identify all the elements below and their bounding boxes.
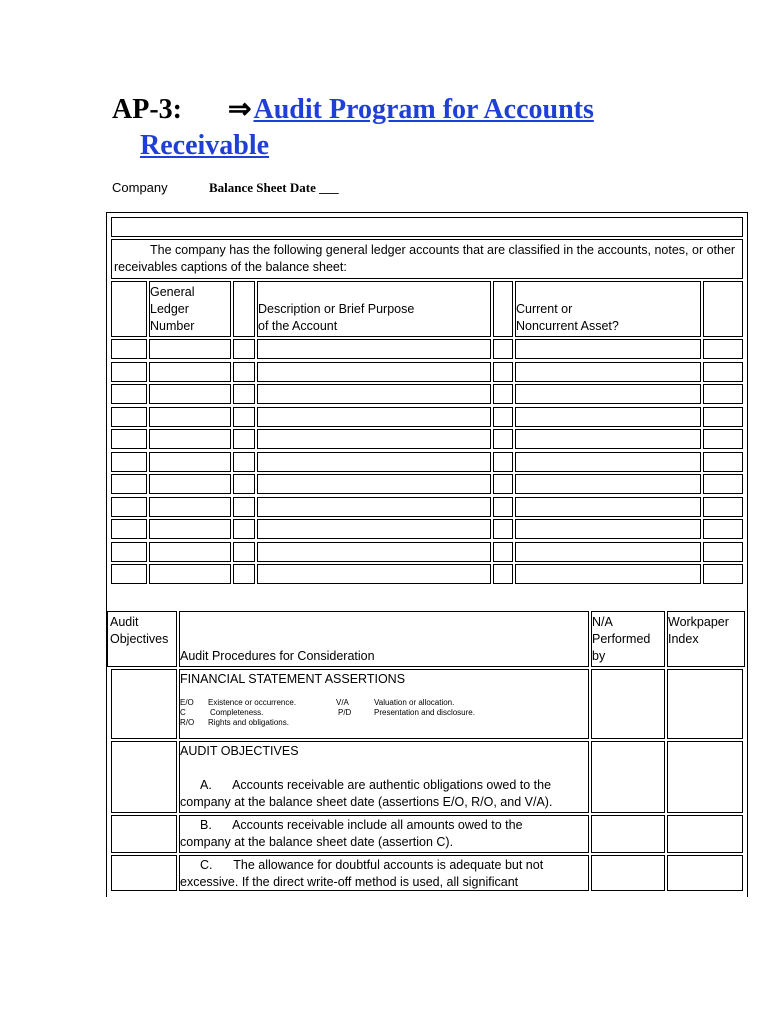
obj-b-content-cell	[179, 815, 589, 853]
ledger-header-current	[515, 281, 701, 337]
objectives-label-1: Audit	[110, 615, 139, 629]
page-title	[112, 92, 732, 128]
row-description	[257, 429, 491, 449]
row-blank-4	[703, 542, 743, 562]
objective-c-line1	[180, 857, 588, 874]
ledger-header-gl	[149, 281, 231, 337]
objective-b-text1: Accounts receivable include all amounts owed to the	[232, 818, 523, 832]
intro-text: The company has the following general ledger accounts that are classified in the accounts, notes, or other receivables captions of the balance sheet:	[114, 243, 736, 274]
row-blank-2	[233, 497, 255, 517]
fsa-objectives-cell	[111, 669, 177, 739]
row-description	[257, 339, 491, 359]
row-blank-1	[111, 519, 147, 539]
row-gl-number	[149, 474, 231, 494]
row-blank-3	[493, 407, 513, 427]
objective-c-text2: excessive. If the direct write-off method is used, all significant	[180, 875, 519, 889]
row-blank-4	[703, 474, 743, 494]
row-blank-3	[493, 519, 513, 539]
row-blank-1	[111, 407, 147, 427]
fsa-heading: FINANCIAL STATEMENT ASSERTIONS	[180, 672, 406, 686]
row-current	[515, 497, 701, 517]
row-blank-3	[493, 452, 513, 472]
ledger-header-blank-1	[111, 281, 147, 337]
row-blank-1	[111, 474, 147, 494]
audit-program-table	[106, 212, 748, 897]
row-current	[515, 519, 701, 539]
proc-header-workpaper	[667, 611, 745, 667]
assertion-row-1	[180, 698, 588, 708]
proc-header-na	[591, 611, 665, 667]
row-blank-1	[111, 339, 147, 359]
row-description	[257, 452, 491, 472]
intro-cell	[111, 239, 743, 279]
objective-c-letter: C.	[200, 858, 213, 872]
assertion-text: Completeness.	[210, 708, 264, 717]
obj-b-objectives-cell	[111, 815, 177, 853]
row-blank-4	[703, 429, 743, 449]
row-blank-4	[703, 564, 743, 584]
row-description	[257, 497, 491, 517]
row-gl-number	[149, 452, 231, 472]
obj-a-na-cell	[591, 741, 665, 813]
row-blank-4	[703, 339, 743, 359]
row-current	[515, 474, 701, 494]
obj-a-content-cell	[179, 741, 589, 813]
balance-sheet-date-label: Balance Sheet Date	[209, 180, 316, 195]
assertion-code: E/O	[180, 698, 194, 707]
objective-a-text2: company at the balance sheet date (assertions E/O, R/O, and V/A).	[180, 795, 553, 809]
row-blank-3	[493, 542, 513, 562]
fsa-na-cell	[591, 669, 665, 739]
row-gl-number	[149, 339, 231, 359]
obj-b-workpaper-cell	[667, 815, 743, 853]
row-gl-number	[149, 497, 231, 517]
desc-label-2: of the Account	[258, 319, 338, 333]
assertion-row-2	[180, 708, 588, 718]
row-blank-4	[703, 407, 743, 427]
row-description	[257, 474, 491, 494]
obj-c-na-cell	[591, 855, 665, 891]
meta-line	[112, 180, 339, 196]
obj-b-na-cell	[591, 815, 665, 853]
objectives-label-2: Objectives	[110, 632, 169, 646]
objective-b-letter: B.	[200, 818, 212, 832]
assertion-code: R/O	[180, 718, 195, 727]
assertion-code: C	[180, 708, 186, 717]
gl-label-2: Ledger	[150, 302, 189, 316]
row-gl-number	[149, 407, 231, 427]
document-code: AP-3:	[112, 94, 182, 125]
row-blank-4	[703, 452, 743, 472]
row-current	[515, 384, 701, 404]
row-gl-number	[149, 564, 231, 584]
assertion-code: P/D	[338, 708, 352, 717]
row-description	[257, 564, 491, 584]
objective-b-line1	[180, 817, 588, 834]
na-label-1: N/A	[592, 615, 613, 629]
assertion-text: Presentation and disclosure.	[374, 708, 475, 717]
row-blank-1	[111, 384, 147, 404]
current-label-1: Current or	[516, 302, 573, 316]
assertion-code: V/A	[336, 698, 349, 707]
row-blank-2	[233, 384, 255, 404]
current-label-2: Noncurrent Asset?	[516, 319, 619, 333]
title-link-continued[interactable]: Receivable	[140, 130, 270, 161]
row-blank-1	[111, 542, 147, 562]
obj-a-objectives-cell	[111, 741, 177, 813]
row-blank-3	[493, 564, 513, 584]
row-blank-4	[703, 362, 743, 382]
page-title-line2	[140, 128, 269, 164]
gl-label-3: Number	[150, 319, 195, 333]
assertion-text: Existence or occurrence.	[208, 698, 297, 707]
row-description	[257, 407, 491, 427]
row-blank-4	[703, 519, 743, 539]
row-blank-4	[703, 384, 743, 404]
row-blank-1	[111, 564, 147, 584]
obj-c-workpaper-cell	[667, 855, 743, 891]
procedures-label: Audit Procedures for Consideration	[180, 649, 375, 663]
row-current	[515, 339, 701, 359]
row-blank-4	[703, 497, 743, 517]
row-description	[257, 384, 491, 404]
ledger-header-blank-3	[493, 281, 513, 337]
row-gl-number	[149, 429, 231, 449]
row-blank-2	[233, 542, 255, 562]
proc-header-procedures	[179, 611, 589, 667]
objective-a-line1	[180, 777, 588, 794]
row-blank-3	[493, 429, 513, 449]
row-blank-1	[111, 452, 147, 472]
obj-c-content-cell	[179, 855, 589, 891]
fsa-content-cell	[179, 669, 589, 739]
row-blank-2	[233, 452, 255, 472]
arrow-icon: ⇒	[228, 94, 252, 125]
objective-a-text1: Accounts receivable are authentic obligations owed to the	[232, 778, 552, 792]
table-banner	[111, 217, 743, 237]
row-gl-number	[149, 542, 231, 562]
row-current	[515, 407, 701, 427]
row-current	[515, 362, 701, 382]
row-current	[515, 429, 701, 449]
row-blank-2	[233, 564, 255, 584]
obj-c-objectives-cell	[111, 855, 177, 891]
desc-label-1: Description or Brief Purpose	[258, 302, 415, 316]
row-blank-1	[111, 429, 147, 449]
na-label-2: Performed	[592, 632, 651, 646]
workpaper-label-2: Index	[668, 632, 699, 646]
objective-c-text1: The allowance for doubtful accounts is adequate but not	[233, 858, 544, 872]
row-blank-3	[493, 362, 513, 382]
ledger-header-blank-2	[233, 281, 255, 337]
obj-a-workpaper-cell	[667, 741, 743, 813]
ledger-header-desc	[257, 281, 491, 337]
proc-header-objectives	[107, 611, 177, 667]
row-gl-number	[149, 362, 231, 382]
row-blank-3	[493, 384, 513, 404]
row-description	[257, 362, 491, 382]
workpaper-label-1: Workpaper	[668, 615, 729, 629]
row-blank-2	[233, 362, 255, 382]
objective-a-letter: A.	[200, 778, 212, 792]
row-blank-2	[233, 474, 255, 494]
row-description	[257, 519, 491, 539]
na-label-3: by	[592, 649, 606, 663]
row-description	[257, 542, 491, 562]
objective-b-text2: company at the balance sheet date (assertion C).	[180, 835, 454, 849]
balance-sheet-date-value: ___	[319, 180, 339, 195]
row-blank-1	[111, 497, 147, 517]
fsa-workpaper-cell	[667, 669, 743, 739]
audit-objectives-heading: AUDIT OBJECTIVES	[180, 744, 299, 758]
row-gl-number	[149, 384, 231, 404]
row-current	[515, 452, 701, 472]
assertion-text: Rights and obligations.	[208, 718, 289, 727]
row-blank-2	[233, 339, 255, 359]
gl-label-1: General	[150, 285, 195, 299]
assertion-row-3	[180, 718, 588, 728]
row-blank-3	[493, 474, 513, 494]
company-label: Company	[112, 180, 168, 195]
row-current	[515, 542, 701, 562]
row-blank-2	[233, 429, 255, 449]
assertion-text: Valuation or allocation.	[374, 698, 455, 707]
row-blank-2	[233, 407, 255, 427]
row-blank-1	[111, 362, 147, 382]
row-gl-number	[149, 519, 231, 539]
row-blank-2	[233, 519, 255, 539]
ledger-header-blank-4	[703, 281, 743, 337]
title-link[interactable]: Audit Program for Accounts	[253, 94, 594, 125]
row-blank-3	[493, 497, 513, 517]
row-blank-3	[493, 339, 513, 359]
row-current	[515, 564, 701, 584]
